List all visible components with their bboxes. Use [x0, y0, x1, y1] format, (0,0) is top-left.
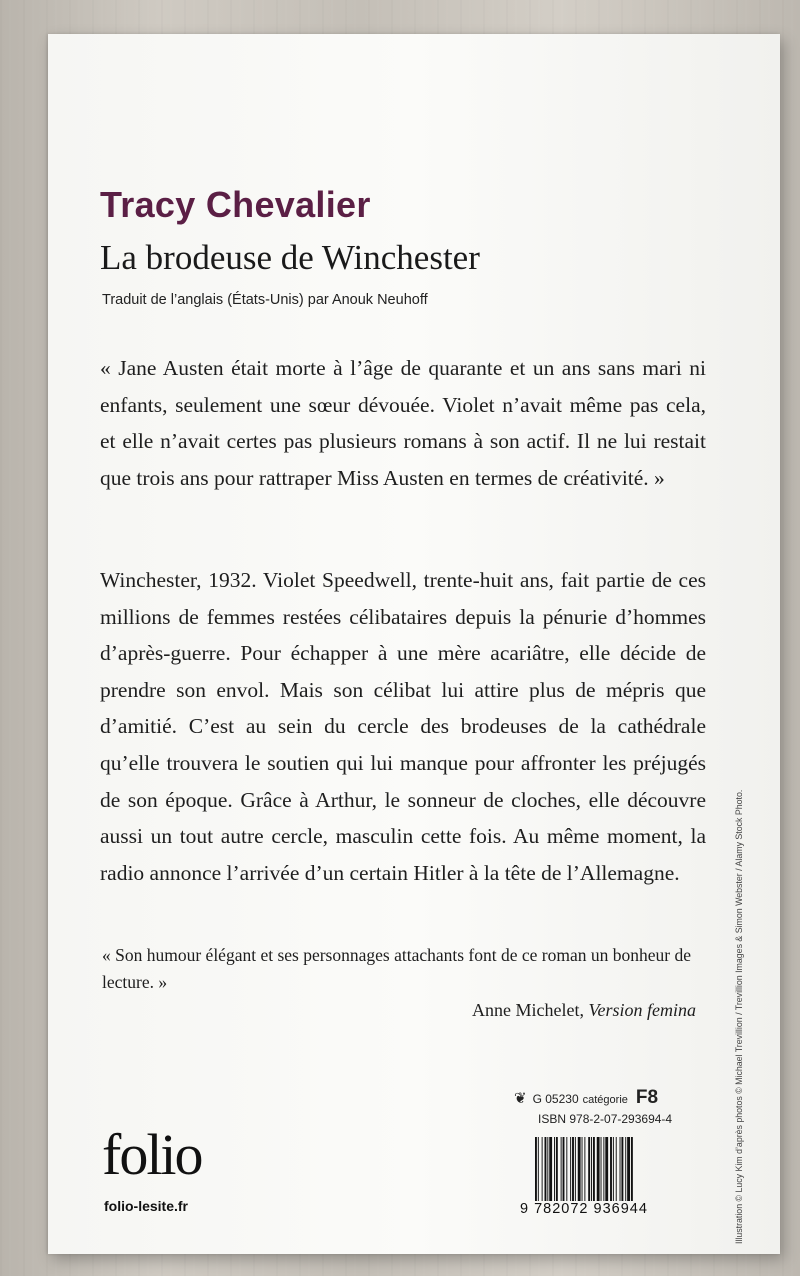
product-codes	[514, 1087, 694, 1126]
review-attribution	[472, 1000, 696, 1021]
publisher-site: folio-lesite.fr	[104, 1198, 189, 1214]
translator-credit: Traduit de l’anglais (États-Unis) par Anouk Neuhoff	[102, 292, 428, 308]
barcode-digits: 9 782072 936944	[520, 1201, 648, 1217]
excerpt-quote: « Jane Austen était morte à l’âge de quarante et un ans sans mari ni enfants, seulement une sœur dévouée. Violet n’avait même pas cela, et elle n’avait certes pas plusieurs romans à son actif. Il ne lui restait que trois ans pour rattraper Miss Austen en termes de créativité. »	[100, 356, 706, 490]
synopsis: Winchester, 1932. Violet Speedwell, trente-huit ans, fait partie de ces millions de femmes restées célibataires depuis la pénurie d’hommes d’après-guerre. Pour échapper à une mère acariâtre, elle décide de prendre son envol. Mais son célibat lui attire plus de mépris que d’amitié. C’est au sein du cercle des brodeuses de la cathédrale qu’elle trouvera le soutien qui lui manque pour affronter les préjugés de son époque. Grâce à Arthur, le sonneur de cloches, elle découvre aussi un tout autre cercle, masculin cette fois. Au même moment, la radio annonce l’arrivée d’un certain Hitler à la tête de l’Allemagne.	[100, 568, 706, 885]
folio-logo: folio	[102, 1122, 202, 1187]
category-value: F8	[635, 1087, 659, 1108]
barcode	[534, 1137, 702, 1201]
review-source: Version femina	[588, 1000, 696, 1020]
book-back-cover	[48, 34, 780, 1254]
isbn: ISBN 978-2-07-293694-4	[538, 1112, 673, 1126]
press-review: « Son humour élégant et ses personnages attachants font de ce roman un bonheur de lecture. »	[102, 945, 691, 992]
category-label: catégorie	[582, 1094, 628, 1106]
illustration-credits: Illustration © Lucy Kim d’après photos © Michael Trevillion / Trevillion Images & Simon Webster / Alamy Stock Photo.	[734, 789, 744, 1244]
author-name: Tracy Chevalier	[100, 184, 371, 225]
folio-mark-icon: ❦	[514, 1090, 527, 1107]
review-author: Anne Michelet,	[472, 1000, 584, 1020]
book-title: La brodeuse de Winchester	[100, 238, 480, 277]
catalog-code: G 05230	[532, 1092, 579, 1106]
